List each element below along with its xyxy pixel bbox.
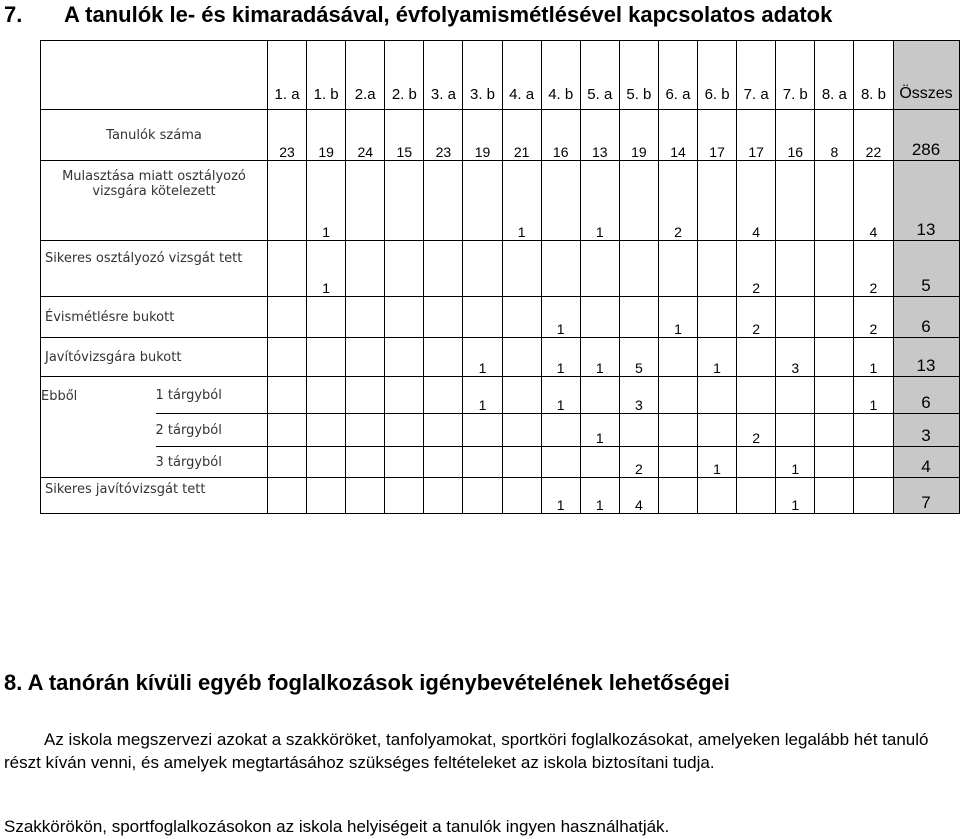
sub-row-value bbox=[268, 447, 307, 478]
sub-row-value: 2 bbox=[737, 414, 776, 447]
row-value bbox=[502, 241, 541, 297]
row-value bbox=[268, 338, 307, 377]
table-row bbox=[41, 241, 960, 297]
table-header-row bbox=[41, 41, 960, 110]
sub-row-value bbox=[385, 414, 424, 447]
section-8-heading bbox=[4, 670, 730, 696]
row-value: 4 bbox=[854, 161, 893, 241]
row-value: 1 bbox=[502, 161, 541, 241]
sub-row-total: 4 bbox=[893, 447, 959, 478]
row-value bbox=[268, 241, 307, 297]
row-total: 13 bbox=[893, 338, 959, 377]
row-value bbox=[346, 338, 385, 377]
sub-row-value bbox=[346, 447, 385, 478]
row-value bbox=[424, 241, 463, 297]
sub-row-value bbox=[424, 414, 463, 447]
table-row-last bbox=[41, 478, 960, 514]
row-value bbox=[346, 297, 385, 338]
row-value bbox=[385, 478, 424, 514]
row-value bbox=[346, 161, 385, 241]
row-total: 13 bbox=[893, 161, 959, 241]
row-value bbox=[541, 241, 580, 297]
sub-row-value bbox=[658, 414, 697, 447]
sub-table-row bbox=[41, 377, 960, 414]
row-value: 23 bbox=[424, 110, 463, 161]
row-value: 1 bbox=[658, 297, 697, 338]
row-value bbox=[268, 161, 307, 241]
sub-row-value bbox=[541, 447, 580, 478]
table-row bbox=[41, 161, 960, 241]
sub-row-value: 3 bbox=[619, 377, 658, 414]
table-row bbox=[41, 110, 960, 161]
row-label: Mulasztása miatt osztályozó vizsgára kötelezett bbox=[41, 161, 268, 241]
row-value bbox=[502, 338, 541, 377]
sub-row-value bbox=[658, 377, 697, 414]
column-header-9: 5. b bbox=[619, 41, 658, 110]
row-value bbox=[815, 161, 854, 241]
header-corner-cell bbox=[41, 41, 268, 110]
sub-row-value bbox=[541, 414, 580, 447]
sub-row-value bbox=[424, 447, 463, 478]
row-total: 7 bbox=[893, 478, 959, 514]
row-value: 5 bbox=[619, 338, 658, 377]
row-value bbox=[346, 478, 385, 514]
column-header-4: 3. a bbox=[424, 41, 463, 110]
column-header-7: 4. b bbox=[541, 41, 580, 110]
section-7-number: 7. bbox=[4, 2, 23, 27]
sub-row-value bbox=[307, 447, 346, 478]
row-value bbox=[580, 241, 619, 297]
sub-row-value bbox=[268, 377, 307, 414]
sub-row-value bbox=[619, 414, 658, 447]
row-value bbox=[307, 478, 346, 514]
sub-row-value bbox=[268, 414, 307, 447]
column-header-1: 1. b bbox=[307, 41, 346, 110]
row-value: 15 bbox=[385, 110, 424, 161]
row-value bbox=[424, 478, 463, 514]
row-value bbox=[619, 161, 658, 241]
row-value: 8 bbox=[815, 110, 854, 161]
row-value: 1 bbox=[463, 338, 502, 377]
row-value: 1 bbox=[854, 338, 893, 377]
sub-row-value bbox=[502, 414, 541, 447]
row-value: 23 bbox=[268, 110, 307, 161]
row-value: 1 bbox=[541, 338, 580, 377]
row-label: Tanulók száma bbox=[41, 110, 268, 161]
row-value bbox=[698, 161, 737, 241]
row-value bbox=[658, 241, 697, 297]
row-value: 1 bbox=[580, 478, 619, 514]
column-header-3: 2. b bbox=[385, 41, 424, 110]
column-header-15: 8. b bbox=[854, 41, 893, 110]
row-total: 286 bbox=[893, 110, 959, 161]
row-value bbox=[737, 478, 776, 514]
sub-row-value bbox=[502, 377, 541, 414]
row-value: 21 bbox=[502, 110, 541, 161]
sub-row-value bbox=[776, 377, 815, 414]
column-header-5: 3. b bbox=[463, 41, 502, 110]
sub-row-value bbox=[737, 377, 776, 414]
row-value: 1 bbox=[580, 161, 619, 241]
ebbol-text: Ebből bbox=[41, 389, 78, 404]
row-value bbox=[268, 297, 307, 338]
row-value: 16 bbox=[541, 110, 580, 161]
row-value: 1 bbox=[307, 161, 346, 241]
row-value bbox=[658, 338, 697, 377]
row-value bbox=[854, 478, 893, 514]
column-header-0: 1. a bbox=[268, 41, 307, 110]
sub-row-value bbox=[307, 414, 346, 447]
row-value bbox=[737, 338, 776, 377]
row-value bbox=[815, 241, 854, 297]
row-value: 14 bbox=[658, 110, 697, 161]
sub-row-value bbox=[307, 377, 346, 414]
row-value: 19 bbox=[463, 110, 502, 161]
sub-row-value bbox=[815, 414, 854, 447]
row-value bbox=[698, 241, 737, 297]
row-value bbox=[580, 297, 619, 338]
row-value bbox=[776, 161, 815, 241]
row-value bbox=[698, 297, 737, 338]
sub-row-value bbox=[502, 447, 541, 478]
row-value: 1 bbox=[541, 478, 580, 514]
row-value: 2 bbox=[854, 297, 893, 338]
row-value: 1 bbox=[776, 478, 815, 514]
row-total: 5 bbox=[893, 241, 959, 297]
sub-row-total: 6 bbox=[893, 377, 959, 414]
sub-row-value: 1 bbox=[854, 377, 893, 414]
table-row bbox=[41, 338, 960, 377]
row-value bbox=[385, 338, 424, 377]
column-header-total: Összes bbox=[893, 41, 959, 110]
column-header-13: 7. b bbox=[776, 41, 815, 110]
row-value bbox=[698, 478, 737, 514]
sub-row-value bbox=[580, 447, 619, 478]
row-value bbox=[268, 478, 307, 514]
row-value: 4 bbox=[619, 478, 658, 514]
row-value bbox=[658, 478, 697, 514]
section-8-paragraph-2: Szakkörökön, sportfoglalkozásokon az iskola helyiségeit a tanulók ingyen használhatják. bbox=[4, 817, 670, 836]
ebbol-label bbox=[41, 377, 156, 478]
row-value bbox=[424, 297, 463, 338]
row-value: 16 bbox=[776, 110, 815, 161]
row-value: 1 bbox=[307, 241, 346, 297]
row-value bbox=[619, 241, 658, 297]
sub-row-value bbox=[815, 377, 854, 414]
row-label: Sikeres osztályozó vizsgát tett bbox=[41, 241, 268, 297]
column-header-10: 6. a bbox=[658, 41, 697, 110]
sub-row-value bbox=[815, 447, 854, 478]
column-header-14: 8. a bbox=[815, 41, 854, 110]
sub-row-value bbox=[385, 377, 424, 414]
column-header-11: 6. b bbox=[698, 41, 737, 110]
sub-row-value bbox=[854, 414, 893, 447]
row-value: 1 bbox=[541, 297, 580, 338]
row-value: 1 bbox=[580, 338, 619, 377]
student-data-table bbox=[40, 40, 960, 514]
row-value: 17 bbox=[698, 110, 737, 161]
table-row bbox=[41, 297, 960, 338]
sub-row-value bbox=[385, 447, 424, 478]
row-value bbox=[385, 241, 424, 297]
row-value: 13 bbox=[580, 110, 619, 161]
sub-row-value bbox=[776, 414, 815, 447]
row-value: 2 bbox=[658, 161, 697, 241]
row-value bbox=[463, 478, 502, 514]
sub-row-value bbox=[737, 447, 776, 478]
sub-table-row bbox=[41, 447, 960, 478]
row-value bbox=[776, 241, 815, 297]
sub-row-value bbox=[424, 377, 463, 414]
row-value bbox=[776, 297, 815, 338]
row-value bbox=[385, 297, 424, 338]
row-total: 6 bbox=[893, 297, 959, 338]
section-7-title: A tanulók le- és kimaradásával, évfolyamismétlésével kapcsolatos adatok bbox=[64, 2, 833, 27]
row-value: 3 bbox=[776, 338, 815, 377]
column-header-6: 4. a bbox=[502, 41, 541, 110]
row-value bbox=[815, 478, 854, 514]
row-value bbox=[815, 297, 854, 338]
row-value bbox=[502, 478, 541, 514]
row-value bbox=[424, 161, 463, 241]
sub-row-label: 2 tárgyból bbox=[156, 414, 268, 447]
sub-row-value: 1 bbox=[541, 377, 580, 414]
row-value: 19 bbox=[619, 110, 658, 161]
sub-row-value: 2 bbox=[619, 447, 658, 478]
row-value: 2 bbox=[854, 241, 893, 297]
row-value: 22 bbox=[854, 110, 893, 161]
row-value bbox=[463, 241, 502, 297]
row-value bbox=[307, 338, 346, 377]
sub-row-value bbox=[580, 377, 619, 414]
row-value bbox=[502, 297, 541, 338]
row-value bbox=[541, 161, 580, 241]
sub-row-value bbox=[346, 377, 385, 414]
sub-row-total: 3 bbox=[893, 414, 959, 447]
row-value bbox=[815, 338, 854, 377]
row-value: 2 bbox=[737, 297, 776, 338]
row-value bbox=[385, 161, 424, 241]
sub-row-value bbox=[698, 414, 737, 447]
section-8-title: A tanórán kívüli egyéb foglalkozások igénybevételének lehetőségei bbox=[27, 670, 730, 695]
row-value: 24 bbox=[346, 110, 385, 161]
paragraph-1-text: Az iskola megszervezi azokat a szakköröket, tanfolyamokat, sportköri foglalkozásokat, amelyeken legalább hét tanuló részt kíván venni, és amelyek megtartásához szükséges feltételeket az iskola biztosítani tudja. bbox=[4, 730, 929, 772]
section-8-paragraph-1 bbox=[4, 728, 956, 774]
row-value: 19 bbox=[307, 110, 346, 161]
row-value bbox=[619, 297, 658, 338]
sub-row-value: 1 bbox=[463, 377, 502, 414]
sub-row-value bbox=[854, 447, 893, 478]
sub-row-value bbox=[463, 414, 502, 447]
sub-row-value bbox=[463, 447, 502, 478]
row-label: Javítóvizsgára bukott bbox=[41, 338, 268, 377]
row-value bbox=[307, 297, 346, 338]
sub-row-value bbox=[658, 447, 697, 478]
row-value bbox=[346, 241, 385, 297]
row-value: 17 bbox=[737, 110, 776, 161]
sub-row-label: 3 tárgyból bbox=[156, 447, 268, 478]
row-value bbox=[463, 297, 502, 338]
sub-row-value bbox=[698, 377, 737, 414]
sub-row-value: 1 bbox=[776, 447, 815, 478]
row-value: 4 bbox=[737, 161, 776, 241]
section-7-heading bbox=[4, 2, 832, 28]
row-label: Sikeres javítóvizsgát tett bbox=[41, 478, 268, 514]
row-value bbox=[463, 161, 502, 241]
column-header-8: 5. a bbox=[580, 41, 619, 110]
column-header-12: 7. a bbox=[737, 41, 776, 110]
sub-row-value: 1 bbox=[698, 447, 737, 478]
row-label: Évismétlésre bukott bbox=[41, 297, 268, 338]
sub-row-value bbox=[346, 414, 385, 447]
sub-table-row bbox=[41, 414, 960, 447]
row-value: 1 bbox=[698, 338, 737, 377]
section-8-number: 8. bbox=[4, 670, 23, 695]
sub-row-value: 1 bbox=[580, 414, 619, 447]
sub-row-label: 1 tárgyból bbox=[156, 377, 268, 414]
column-header-2: 2.a bbox=[346, 41, 385, 110]
row-value bbox=[424, 338, 463, 377]
row-value: 2 bbox=[737, 241, 776, 297]
